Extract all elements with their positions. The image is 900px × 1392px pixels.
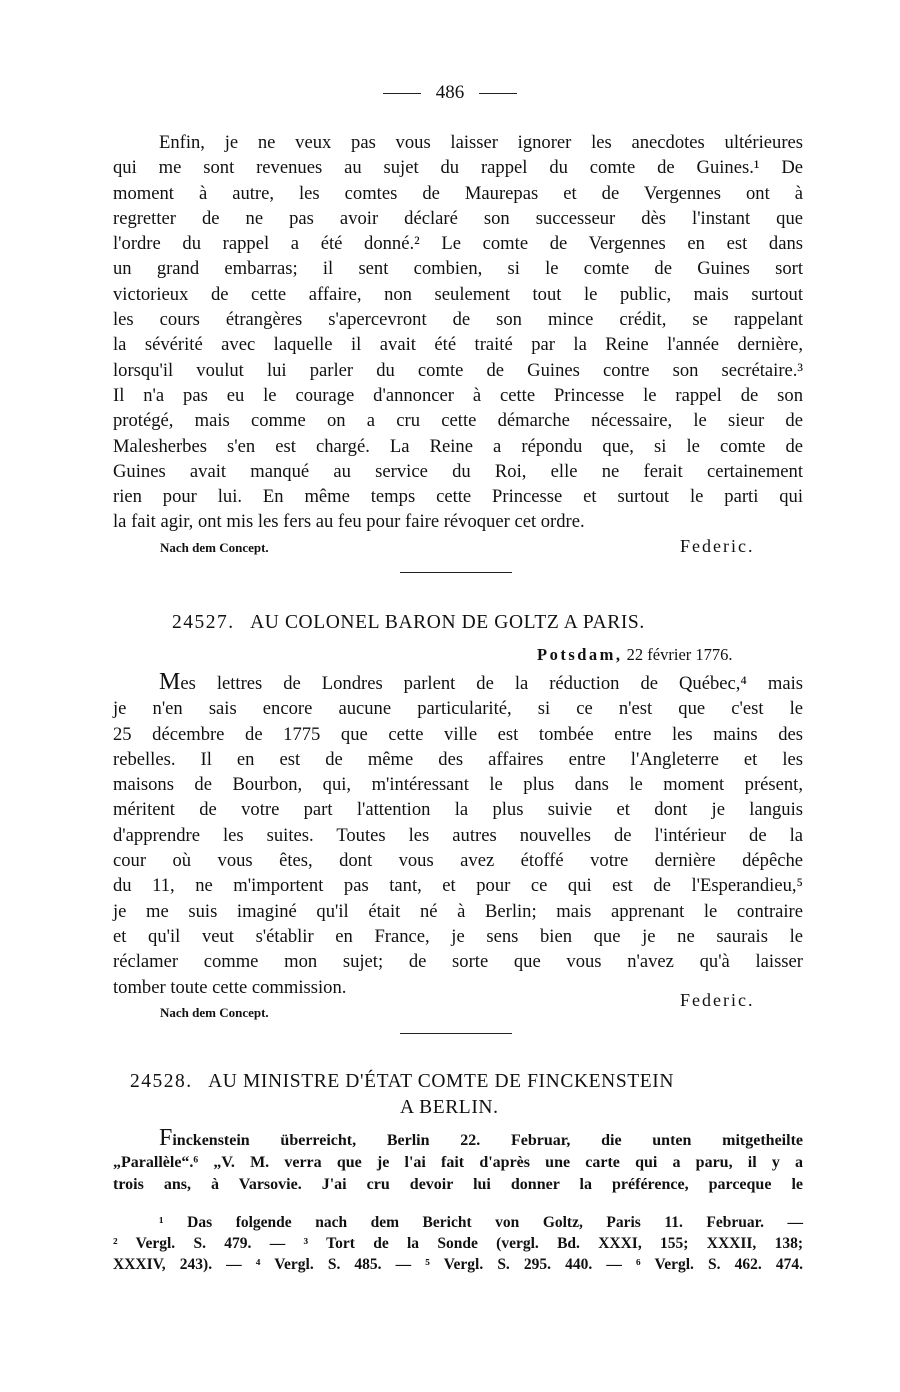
letter1-line: lorsqu'il voulut lui parler du comte de Guines contre son secrétaire.³ (113, 359, 803, 381)
letter3-title-line2: A BERLIN. (400, 1097, 499, 1118)
letter3-title-line1: AU MINISTRE D'ÉTAT COMTE DE FINCKENSTEIN (208, 1071, 675, 1092)
letter2-date: 22 février 1776. (626, 645, 733, 664)
letter3-line: trois ans, à Varsovie. J'ai cru devoir lui donner la préférence, parceque le (113, 1176, 803, 1193)
letter2-line: méritent de votre part l'attention la plus suivie et dont je languis (113, 799, 803, 821)
letter1-line: un grand embarras; il sent combien, si le comte de Guines sort (113, 258, 803, 280)
letter2-dropcap: M (159, 669, 181, 695)
letter2-dateline (537, 645, 733, 665)
letter2-line: cour où vous êtes, dont vous avez étoffé votre dernière dépêche (113, 850, 803, 872)
letter1-body (113, 130, 803, 535)
letter1-line: la sévérité avec laquelle il avait été traité par la Reine l'année dernière, (113, 334, 803, 356)
letter2-line: et qu'il veut s'établir en France, je sens bien que je ne saurais le (113, 925, 803, 947)
letter2-line: 25 décembre de 1775 que cette ville est tombée entre les mains des (113, 723, 803, 745)
header-dash-left (383, 93, 421, 94)
letter1-line: protégé, mais comme on a cru cette démarche nécessaire, le sieur de (113, 410, 803, 432)
letter3-body (113, 1127, 803, 1196)
letter1-line: Malesherbes s'en est chargé. La Reine a répondu que, si le comte de (113, 435, 803, 457)
letter1-line: Il n'a pas eu le courage d'annoncer à cette Princesse le rappel de son (113, 384, 803, 406)
letter3-heading (130, 1071, 674, 1093)
section-divider (400, 572, 512, 573)
letter2-first-line: Mes lettres de Londres parlent de la réduction de Québec,⁴ mais (159, 669, 803, 695)
letter2-line: du 11, ne m'importent pas tant, et pour ce qui est de l'Esperandieu,⁵ (113, 875, 803, 897)
letter2-number: 24527. (172, 612, 235, 633)
footnote-line: XXXIV, 243). — ⁴ Vergl. S. 485. — ⁵ Vergl. S. 295. 440. — ⁶ Vergl. S. 462. 474. (113, 1256, 803, 1273)
letter2-heading (172, 612, 645, 634)
page-number: 486 (435, 82, 465, 103)
letter1-line: Guines avait manqué au service du Roi, elle ne ferait certainement (113, 460, 803, 482)
footnotes (113, 1212, 803, 1275)
letter2-title: AU COLONEL BARON DE GOLTZ A PARIS. (250, 612, 645, 633)
letter1-line: la fait agir, ont mis les fers au feu pour faire révoquer cet ordre. (113, 511, 585, 533)
letter1-line: qui me sont revenues au sujet du rappel du comte de Guines.¹ De (113, 157, 803, 179)
letter2-signature: Federic. (680, 990, 755, 1010)
letter1-line: victorieux de cette affaire, non seulement tout le public, mais surtout (113, 283, 803, 305)
header-dash-right (479, 93, 517, 94)
letter3-line: „Parallèle“.⁶ „V. M. verra que je l'ai fait d'après une carte qui a paru, il y a (113, 1154, 803, 1171)
letter1-line: l'ordre du rappel a été donné.² Le comte de Vergennes en est dans (113, 233, 803, 255)
letter1-line: Enfin, je ne veux pas vous laisser ignorer les anecdotes ultérieures (159, 132, 803, 153)
letter2-line: d'apprendre les suites. Toutes les autres nouvelles de l'intérieur de la (113, 824, 803, 846)
footnote-line: ² Vergl. S. 479. — ³ Tort de la Sonde (vergl. Bd. XXXI, 155; XXXII, 138; (113, 1235, 803, 1252)
letter1-source-note: Nach dem Concept. (160, 540, 269, 555)
footnote-line: ¹ Das folgende nach dem Bericht von Goltz, Paris 11. Februar. — (159, 1214, 803, 1231)
letter1-line: moment à autre, les comtes de Maurepas et de Vergennes ont à (113, 182, 803, 204)
letter1-line: rien pour lui. En même temps cette Princesse et surtout le parti qui (113, 486, 803, 508)
letter2-place: Potsdam, (537, 645, 623, 664)
letter3-number: 24528. (130, 1071, 193, 1092)
letter2-line: je me suis imaginé qu'il était né à Berlin; mais apprenant le contraire (113, 900, 803, 922)
letter2-line: réclamer comme mon sujet; de sorte que vous n'avez qu'à laisser (113, 951, 803, 973)
letter2-source-note: Nach dem Concept. (160, 1005, 269, 1020)
letter3-first-line: Finckenstein überreicht, Berlin 22. Februar, die unten mitgetheilte (159, 1125, 803, 1151)
letter2-line: tomber toute cette commission. (113, 976, 347, 998)
letter1-signature: Federic. (680, 536, 755, 556)
letter1-line: regretter de ne pas avoir déclaré son successeur dès l'instant que (113, 207, 803, 229)
letter3-dropcap: F (159, 1125, 173, 1151)
page-header (0, 82, 900, 104)
letter2-line: je n'en sais encore aucune particularité, si ce n'est que c'est le (113, 698, 803, 720)
section-divider (400, 1033, 512, 1034)
letter1-line: les cours étrangères s'apercevront de son mince crédit, se rappelant (113, 309, 803, 331)
letter2-line: rebelles. Il en est de même des affaires entre l'Angleterre et les (113, 748, 803, 770)
letter2-line: maisons de Bourbon, qui, m'intéressant le plus dans le moment présent, (113, 774, 803, 796)
letter2-body (113, 670, 803, 1000)
